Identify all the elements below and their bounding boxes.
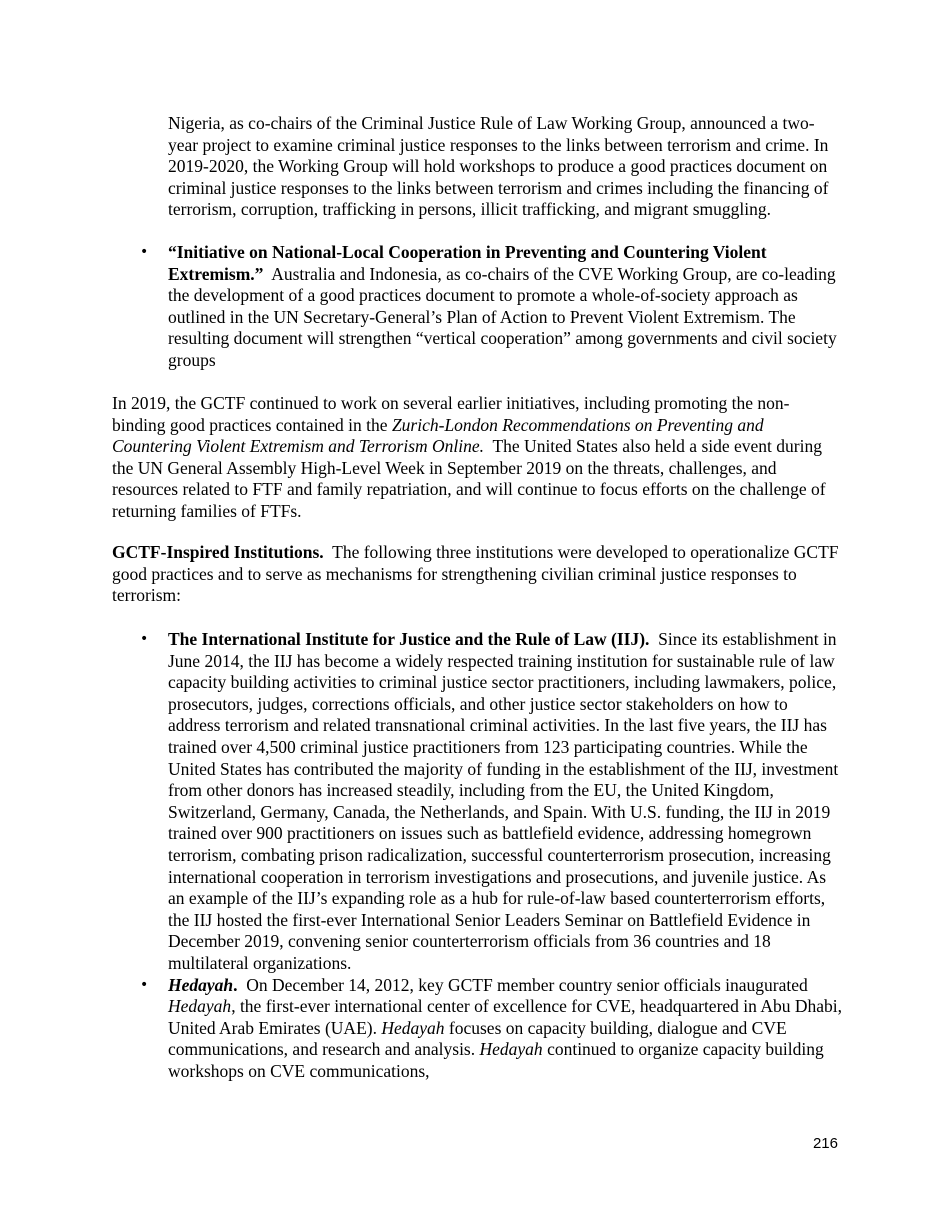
- bullet-title: Hedayah.: [168, 974, 238, 995]
- paragraph-institutions: GCTF-Inspired Institutions. The following three institutions were developed to operationalize GCTF good practices and to serve as mechanisms for strengthening civilian criminal justice responses to terrorism:: [112, 542, 839, 606]
- list-item: [112, 242, 842, 372]
- section-heading: GCTF-Inspired Institutions.: [112, 542, 324, 562]
- bullet-list-initiatives: [112, 242, 842, 372]
- italic-title: Zurich-London Recommendations on Preventing and Countering Violent Extremism and Terrorism Online.: [112, 414, 764, 457]
- page-number: 216: [812, 1135, 838, 1152]
- list-item: • Hedayah. On December 14, 2012, key GCTF member country senior officials inaugurated Hedayah, the first-ever international center of excellence for CVE, headquartered in Abu Dhabi, United Arab Emirates (UAE). Hedayah focuses on capacity building, dialogue and CVE communications, and research and analysis. Hedayah continued to organize capacity building workshops on CVE communications,: [112, 975, 842, 1083]
- bullet-body: Since its establishment in June 2014, the IIJ has become a widely respected training institution for sustainable rule of law capacity building activities to criminal justice sector practitioners, including lawmakers, police, prosecutors, judges, corrections officials, and other justice sector stakeholders on how to address terrorism and related transnational criminal activities. In the last five years, the IIJ has trained over 4,500 criminal justice practitioners from 123 participating countries. While the United States has contributed the majority of funding in the establishment of the IIJ, investment from other donors has increased steadily, including from the EU, the United Kingdom, Switzerland, Germany, Canada, the Netherlands, and Spain. With U.S. funding, the IIJ in 2019 trained over 900 practitioners on issues such as battlefield evidence, addressing homegrown terrorism, combating prison radicalization, successful counterterrorism prosecution, increasing international cooperation in terrorism investigations and prosecutions, and juvenile justice. As an example of the IIJ’s expanding role as a hub for rule-of-law based counterterrorism efforts, the IIJ hosted the first-ever International Senior Leaders Seminar on Battlefield Evidence in December 2019, convening senior counterterrorism officials from 36 countries and 18 multilateral organizations.: [168, 629, 839, 973]
- continuation-paragraph: Nigeria, as co-chairs of the Criminal Justice Rule of Law Working Group, announced a two-year project to examine criminal justice responses to the links between terrorism and crime. In 2019-2020, the Working Group will hold workshops to produce a good practices document on criminal justice responses to the links between terrorism and crimes including the financing of terrorism, corruption, trafficking in persons, illicit trafficking, and migrant smuggling.: [168, 113, 829, 220]
- bullet-body: Australia and Indonesia, as co-chairs of the CVE Working Group, are co-leading the development of a good practices document to promote a whole-of-society approach as outlined in the UN Secretary-General’s Plan of Action to Prevent Violent Extremism. The resulting document will strengthen “vertical cooperation” among governments and civil society groups: [168, 263, 837, 370]
- bullet-title: The International Institute for Justice and the Rule of Law (IIJ).: [168, 629, 650, 649]
- list-item: [112, 629, 842, 975]
- bullet-title: “Initiative on National-Local Cooperation in Preventing and Countering Violent Extremism.”: [168, 242, 767, 284]
- paragraph-2019: In 2019, the GCTF continued to work on several earlier initiatives, including promoting the non-binding good practices contained in the Zurich-London Recommendations on Preventing and Countering Violent Extremism and Terrorism Online. The United States also held a side event during the UN General Assembly High-Level Week in September 2019 on the threats, challenges, and resources related to FTF and family repatriation, and will continue to focus efforts on the challenge of returning families of FTFs.: [112, 393, 826, 521]
- bullet-list-institutions: [112, 629, 842, 1082]
